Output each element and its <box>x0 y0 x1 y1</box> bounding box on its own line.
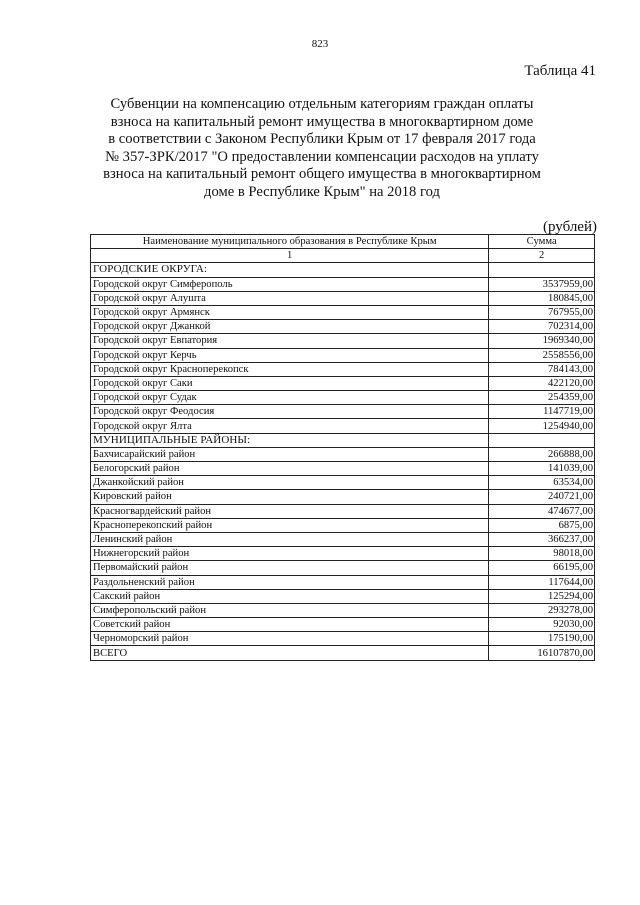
municipality-name: МУНИЦИПАЛЬНЫЕ РАЙОНЫ: <box>91 433 489 447</box>
table-row <box>91 277 595 291</box>
municipality-name: Городской округ Красноперекопск <box>91 362 489 376</box>
municipality-name: Советский район <box>91 618 489 632</box>
municipality-name: Джанкойский район <box>91 476 489 490</box>
municipality-name: Городской округ Судак <box>91 391 489 405</box>
title-line: Субвенции на компенсацию отдельным категориям граждан оплаты <box>110 96 534 112</box>
table-row <box>91 348 595 362</box>
table-row <box>91 532 595 546</box>
amount-value: 98018,00 <box>489 547 595 561</box>
amount-value: 92030,00 <box>489 618 595 632</box>
section-row <box>91 433 595 447</box>
municipality-name: Городской округ Ялта <box>91 419 489 433</box>
municipality-name: Городской округ Керчь <box>91 348 489 362</box>
table-row <box>91 490 595 504</box>
amount-value: 1147719,00 <box>489 405 595 419</box>
title-line: взноса на капитальный ремонт имущества в многоквартирном доме <box>110 113 534 130</box>
column-header-name: Наименование муниципального образования в Республике Крым <box>91 235 489 249</box>
subsidy-table <box>90 234 595 661</box>
table-row <box>91 476 595 490</box>
table-row <box>91 618 595 632</box>
amount-value: 180845,00 <box>489 291 595 305</box>
title-line: в соответствии с Законом Республики Крым от 17 февраля 2017 года <box>108 131 536 148</box>
table-row <box>91 632 595 646</box>
table-row <box>91 462 595 476</box>
document-title <box>96 96 548 202</box>
municipality-name: Первомайский район <box>91 561 489 575</box>
table-label: Таблица 41 <box>524 63 596 79</box>
municipality-name: ГОРОДСКИЕ ОКРУГА: <box>91 263 489 277</box>
table-row <box>91 334 595 348</box>
municipality-name: Симферопольский район <box>91 603 489 617</box>
municipality-name: Городской округ Армянск <box>91 305 489 319</box>
table-row <box>91 291 595 305</box>
municipality-name: Белогорский район <box>91 462 489 476</box>
amount-value: 784143,00 <box>489 362 595 376</box>
table-row <box>91 447 595 461</box>
column-number-1: 1 <box>91 249 489 263</box>
municipality-name: Нижнегорский район <box>91 547 489 561</box>
amount-value: 474677,00 <box>489 504 595 518</box>
table-row <box>91 376 595 390</box>
amount-value: 117644,00 <box>489 575 595 589</box>
municipality-name: Сакский район <box>91 589 489 603</box>
column-header-sum: Сумма <box>489 235 595 249</box>
amount-value: 125294,00 <box>489 589 595 603</box>
amount-value: 366237,00 <box>489 532 595 546</box>
table-row <box>91 391 595 405</box>
total-row <box>91 646 595 660</box>
title-line: доме в Республике Крым" на 2018 год <box>204 183 440 200</box>
amount-value: 63534,00 <box>489 476 595 490</box>
municipality-name: Городской округ Джанкой <box>91 320 489 334</box>
amount-value: 16107870,00 <box>489 646 595 660</box>
table-row <box>91 518 595 532</box>
amount-value: 240721,00 <box>489 490 595 504</box>
municipality-name: Красногвардейский район <box>91 504 489 518</box>
municipality-name: Кировский район <box>91 490 489 504</box>
amount-value: 1969340,00 <box>489 334 595 348</box>
table-column-numbers-row <box>91 249 595 263</box>
municipality-name: Красноперекопский район <box>91 518 489 532</box>
amount-value: 702314,00 <box>489 320 595 334</box>
amount-value: 767955,00 <box>489 305 595 319</box>
municipality-name: ВСЕГО <box>91 646 489 660</box>
amount-value: 175190,00 <box>489 632 595 646</box>
municipality-name: Городской округ Саки <box>91 376 489 390</box>
amount-value: 141039,00 <box>489 462 595 476</box>
table-row <box>91 603 595 617</box>
amount-value <box>489 433 595 447</box>
amount-value: 3537959,00 <box>489 277 595 291</box>
amount-value: 2558556,00 <box>489 348 595 362</box>
amount-value: 266888,00 <box>489 447 595 461</box>
table-body <box>91 263 595 660</box>
section-row <box>91 263 595 277</box>
municipality-name: Городской округ Алушта <box>91 291 489 305</box>
amount-value: 66195,00 <box>489 561 595 575</box>
municipality-name: Черноморский район <box>91 632 489 646</box>
table-row <box>91 419 595 433</box>
title-line: № 357-ЗРК/2017 "О предоставлении компенсации расходов на уплату <box>105 148 539 165</box>
table-row <box>91 589 595 603</box>
municipality-name: Бахчисарайский район <box>91 447 489 461</box>
units-label: (рублей) <box>542 219 597 235</box>
amount-value: 1254940,00 <box>489 419 595 433</box>
municipality-name: Городской округ Феодосия <box>91 405 489 419</box>
page-number: 823 <box>311 38 329 50</box>
amount-value: 422120,00 <box>489 376 595 390</box>
table-row <box>91 305 595 319</box>
table-row <box>91 575 595 589</box>
table-header-row <box>91 235 595 249</box>
table-row <box>91 547 595 561</box>
table-row <box>91 362 595 376</box>
amount-value: 6875,00 <box>489 518 595 532</box>
municipality-name: Ленинский район <box>91 532 489 546</box>
municipality-name: Городской округ Евпатория <box>91 334 489 348</box>
table-row <box>91 320 595 334</box>
table-row <box>91 561 595 575</box>
table-row <box>91 504 595 518</box>
amount-value: 293278,00 <box>489 603 595 617</box>
table-row <box>91 405 595 419</box>
amount-value: 254359,00 <box>489 391 595 405</box>
amount-value <box>489 263 595 277</box>
column-number-2: 2 <box>489 249 595 263</box>
municipality-name: Городской округ Симферополь <box>91 277 489 291</box>
title-line: взноса на капитальный ремонт общего имущества в многоквартирном <box>103 166 541 183</box>
municipality-name: Раздольненский район <box>91 575 489 589</box>
